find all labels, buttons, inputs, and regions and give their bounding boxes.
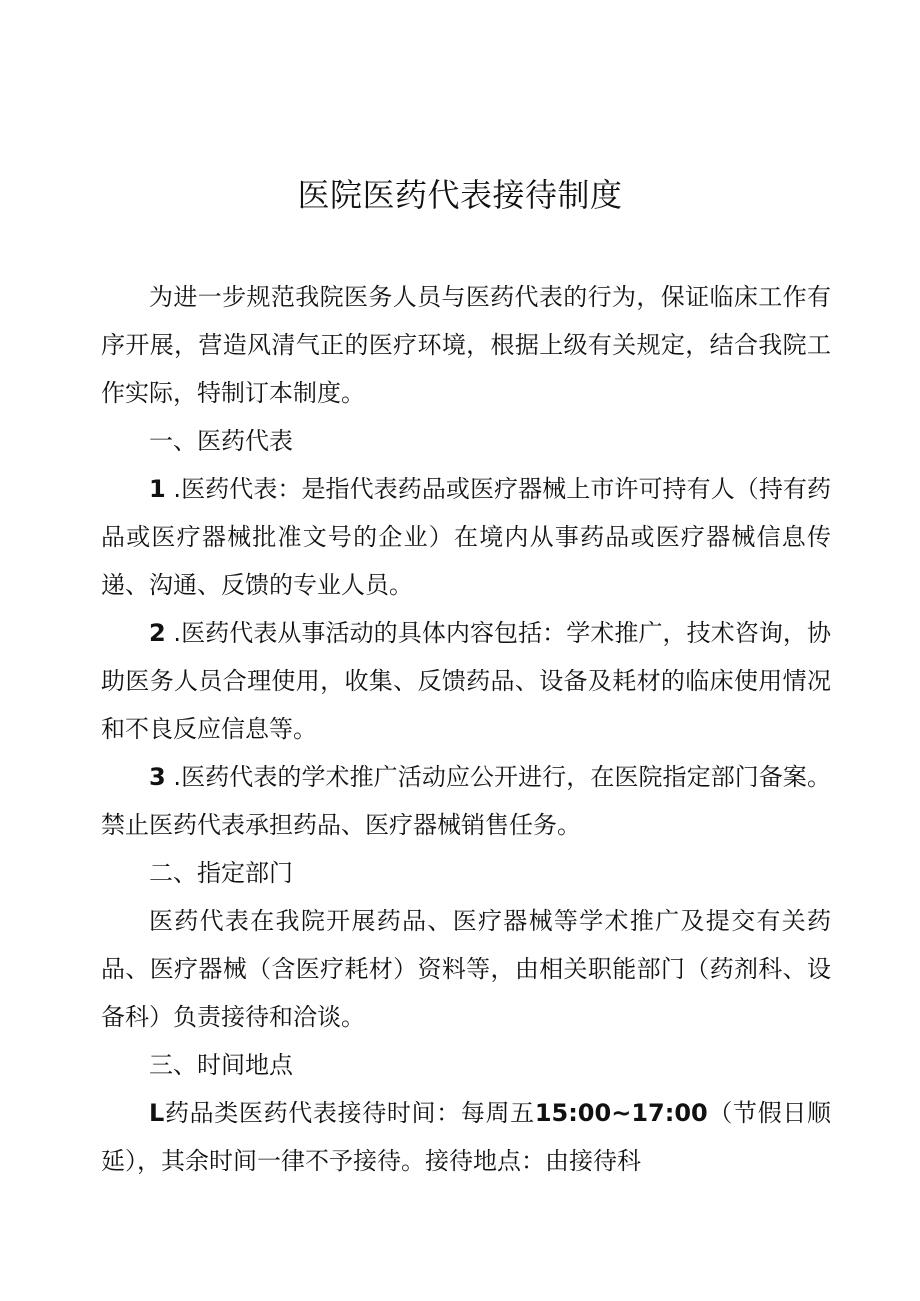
section1-item-2 [101, 609, 831, 753]
item-number: L [149, 1099, 165, 1127]
document-title: 医院医药代表接待制度 [297, 176, 623, 214]
item-text: .医药代表的学术推广活动应公开进行，在医院指定部门备案。禁止医药代表承担药品、医疗器械销售任务。 [101, 763, 831, 839]
section-heading-time-place: 三、时间地点 [149, 1051, 293, 1079]
item-text: .医药代表：是指代表药品或医疗器械上市许可持有人（持有药品或医疗器械批准文号的企业）在境内从事药品或医疗器械信息传递、沟通、反馈的专业人员。 [101, 475, 831, 599]
document-body [101, 273, 831, 1185]
item-number: 2 [149, 619, 166, 647]
item-text-after: （节假日顺延），其余时间一律不予接待。接待地点：由接待科 [101, 1099, 832, 1175]
section3-item-1 [101, 1089, 831, 1185]
section1-item-1 [101, 465, 831, 609]
section-heading-departments: 二、指定部门 [149, 859, 293, 887]
reception-time: 15:00~17:00 [534, 1099, 708, 1127]
section-heading-representatives: 一、医药代表 [149, 427, 293, 455]
section1-item-3 [101, 753, 831, 849]
item-text: .医药代表从事活动的具体内容包括：学术推广，技术咨询，协助医务人员合理使用，收集、反馈药品、设备及耗材的临床使用情况和不良反应信息等。 [101, 619, 831, 743]
item-number: 1 [149, 475, 166, 503]
intro-paragraph: 为进一步规范我院医务人员与医药代表的行为，保证临床工作有序开展，营造风清气正的医疗环境，根据上级有关规定，结合我院工作实际，特制订本制度。 [101, 283, 831, 407]
section2-paragraph: 医药代表在我院开展药品、医疗器械等学术推广及提交有关药品、医疗器械（含医疗耗材）资料等，由相关职能部门（药剂科、设备科）负责接待和洽谈。 [101, 907, 831, 1031]
item-text-before: 药品类医药代表接待时间：每周五 [164, 1099, 535, 1127]
item-number: 3 [149, 763, 166, 791]
